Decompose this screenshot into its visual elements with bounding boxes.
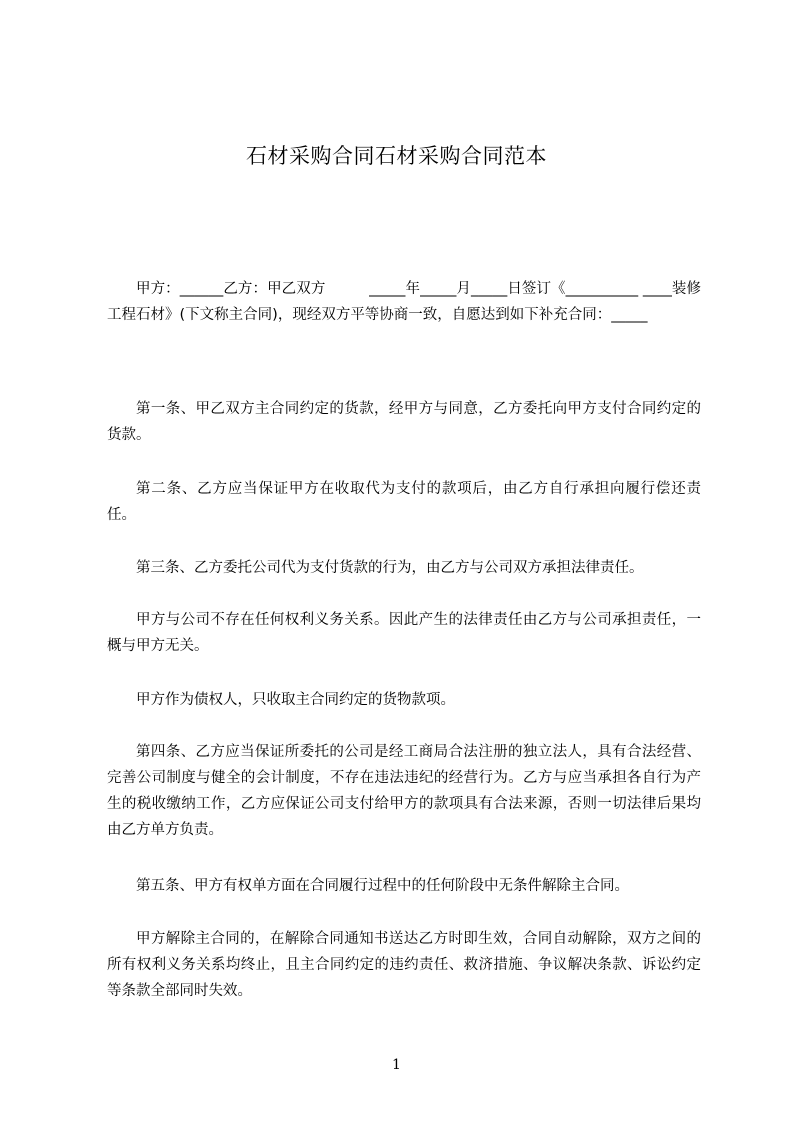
paragraph-preamble: 甲方：______乙方：甲乙双方 _____年_____月_____日签订《__________ ____装修工程石材》(下文称主合同)，现经双方平等协商一致，自愿达到如下补充合同：_____ [107, 281, 701, 323]
paragraph-termination: 甲方解除主合同的，在解除合同通知书送达乙方时即生效，合同自动解除，双方之间的所有权利义务关系均终止，且主合同约定的违约责任、救济措施、争议解决条款、诉讼约定等条款全部同时失效。 [107, 931, 701, 999]
paragraph-creditor: 甲方作为债权人，只收取主合同约定的货物款项。 [136, 692, 455, 708]
document-title: 石材采购合同石材采购合同范本 [246, 144, 547, 168]
page-number: 1 [392, 1057, 401, 1073]
paragraph-article-3: 第三条、乙方委托公司代为支付货款的行为，由乙方与公司双方承担法律责任。 [136, 560, 644, 576]
paragraph-no-relation: 甲方与公司不存在任何权利义务关系。因此产生的法律责任由乙方与公司承担责任，一概与甲方无关。 [107, 612, 701, 654]
paragraph-article-5: 第五条、甲方有权单方面在合同履行过程中的任何阶段中无条件解除主合同。 [136, 878, 629, 894]
paragraph-article-1: 第一条、甲乙双方主合同约定的货款，经甲方与同意，乙方委托向甲方支付合同约定的货款。 [107, 401, 701, 443]
paragraph-article-4: 第四条、乙方应当保证所委托的公司是经工商局合法注册的独立法人，具有合法经营、完善公司制度与健全的会计制度，不存在违法违纪的经营行为。乙方与应当承担各自行为产生的税收缴纳工作，乙方应保证公司支付给甲方的款项具有合法来源，否则一切法律后果均由乙方单方负责。 [107, 744, 701, 838]
paragraph-article-2: 第二条、乙方应当保证甲方在收取代为支付的款项后，由乙方自行承担向履行偿还责任。 [107, 481, 701, 523]
